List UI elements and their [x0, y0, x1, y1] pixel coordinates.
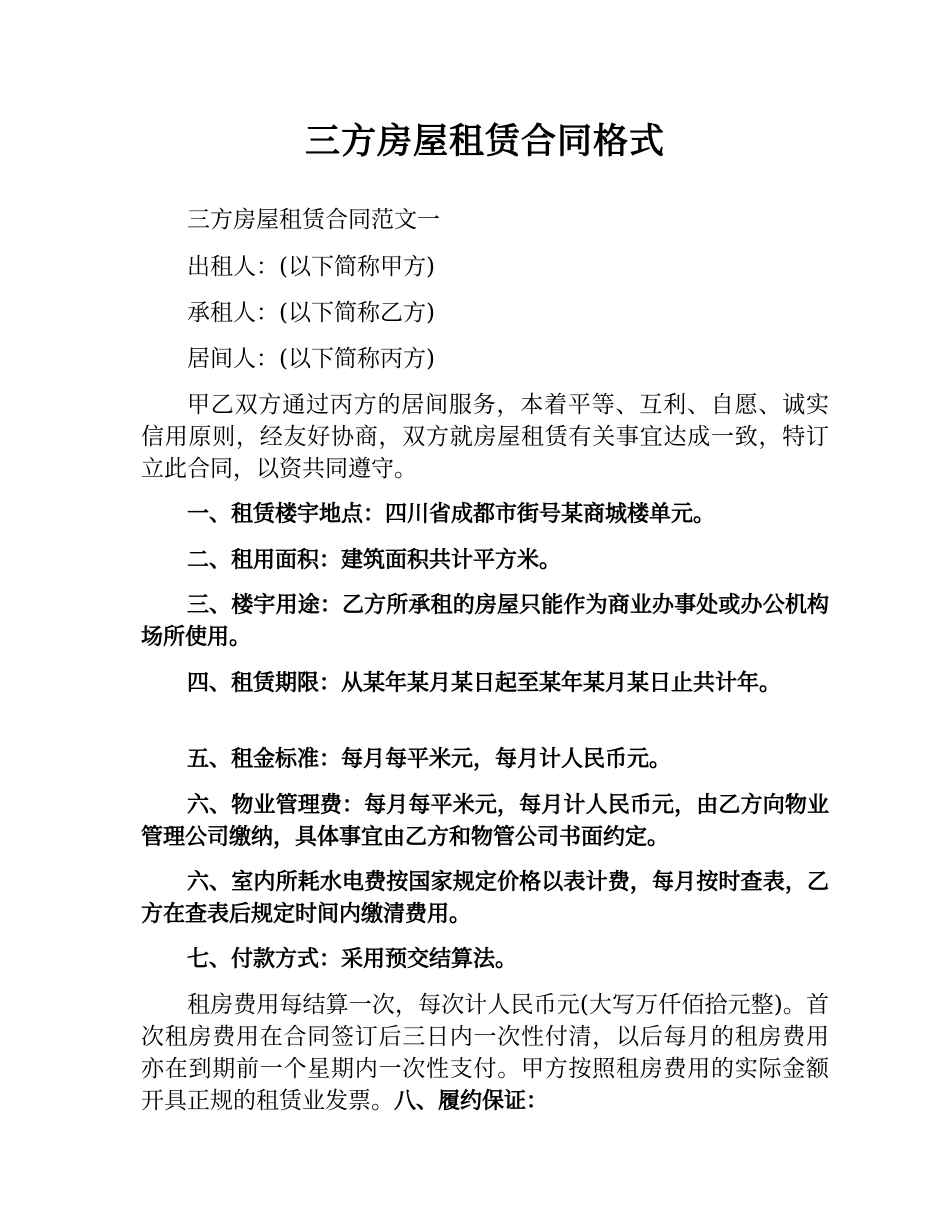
party-intermediary: 居间人：(以下简称丙方): [187, 346, 435, 372]
clause-7: 七、付款方式：采用预交结算法。: [187, 947, 518, 972]
party-lessor: 出租人：(以下简称甲方): [187, 254, 435, 280]
document-subtitle: 三方房屋租赁合同范文一: [187, 207, 440, 233]
payment-text: 租房费用每结算一次，每次计人民币元(大写万仟佰拾元整)。首次租房费用在合同签订后三日内一次性付清，以后每月的租房费用亦在到期前一个星期内一次性支付。甲方按照租房费用的实际金额开具正规的租赁业发票。: [141, 992, 829, 1114]
document-title: 三方房屋租赁合同格式: [304, 122, 665, 162]
clause-6-utilities: 六、室内所耗水电费按国家规定价格以表计费，每月按时查表，乙方在查表后规定时间内缴清费用。: [141, 870, 829, 927]
clause-6-property-fee: 六、物业管理费：每月每平米元，每月计人民币元，由乙方向物业管理公司缴纳，具体事宜由乙方和物管公司书面约定。: [141, 793, 829, 850]
party-lessee: 承租人：(以下简称乙方): [187, 300, 435, 326]
clause-1: 一、租赁楼宇地点：四川省成都市街号某商城楼单元。: [187, 502, 716, 527]
clause-8-heading: 八、履约保证：: [394, 1089, 549, 1114]
preamble-paragraph: 甲乙双方通过丙方的居间服务，本着平等、互利、自愿、诚实信用原则，经友好协商，双方就房屋租赁有关事宜达成一致，特订立此合同，以资共同遵守。: [141, 392, 829, 482]
clause-5: 五、租金标准：每月每平米元，每月计人民币元。: [187, 747, 672, 772]
clause-3: 三、楼宇用途：乙方所承租的房屋只能作为商业办事处或办公机构场所使用。: [141, 593, 829, 650]
payment-paragraph: [141, 989, 829, 1118]
clause-4: 四、租赁期限：从某年某月某日起至某年某月某日止共计年。: [187, 671, 782, 696]
clause-2: 二、租用面积：建筑面积共计平方米。: [187, 548, 562, 573]
